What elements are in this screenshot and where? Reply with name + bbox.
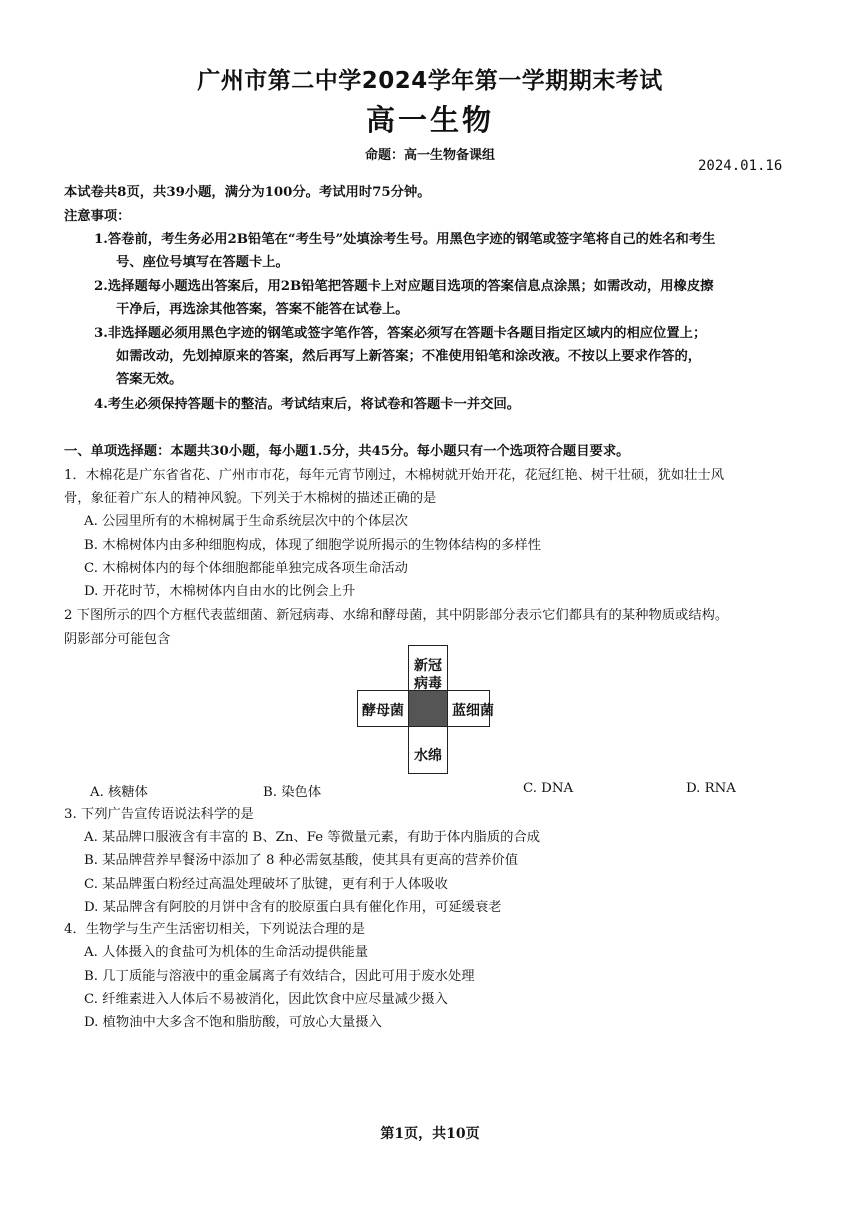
exam-author: 命题：高一生物备课组 (364, 148, 495, 163)
page-number: 第1页，共10页 (380, 1126, 480, 1142)
q3-option-b: B. 某品牌营养早餐汤中添加了 8 种必需氨基酸，使其具有更高的营养价值 (84, 853, 519, 868)
q4-option-a: A. 人体摄入的食盐可为机体的生命活动提供能量 (84, 945, 368, 960)
note-1-line-2: 号、座位号填写在答题卡上。 (116, 255, 289, 270)
q3-option-d: D. 某品牌含有阿胶的月饼中含有的胶原蛋白具有催化作用，可延缓衰老 (84, 900, 502, 915)
q2-stem-line-1: 2 下图所示的四个方框代表蓝细菌、新冠病毒、水绵和酵母菌，其中阴影部分表示它们都具有的某种物质或结构。 (64, 608, 729, 623)
exam-date: 2024.01.16 (698, 158, 783, 174)
exam-subject: 高一生物 (365, 103, 494, 137)
q2-option-c: C. DNA (523, 781, 574, 796)
diagram-label-top-1: 新冠 (414, 658, 442, 674)
exam-summary: 本试卷共8页，共39小题，满分为100分。考试用时75分钟。 (64, 185, 431, 200)
exam-title: 广州市第二中学2024学年第一学期期末考试 (197, 68, 663, 94)
q1-option-d: D. 开花时节，木棉树体内自由水的比例会上升 (84, 584, 356, 599)
q2-option-b: B. 染色体 (263, 785, 322, 800)
note-3-line-1: 3.非选择题必须用黑色字迹的钢笔或签字笔作答，答案必须写在答题卡各题目指定区域内的相应位置上； (94, 326, 707, 341)
q4-option-c: C. 纤维素进入人体后不易被消化，因此饮食中应尽量减少摄入 (84, 992, 448, 1007)
q1-stem-line-1: 1．木棉花是广东省省花、广州市市花，每年元宵节刚过，木棉树就开始开花，花冠红艳、树干壮硕，犹如壮士风 (64, 468, 725, 483)
q3-stem: 3. 下列广告宣传语说法科学的是 (64, 807, 254, 822)
diagram-label-bottom: 水绵 (414, 748, 442, 764)
diagram-label-right: 蓝细菌 (452, 703, 494, 719)
diagram-label-top-2: 病毒 (414, 676, 442, 692)
note-2-line-2: 干净后，再选涂其他答案，答案不能答在试卷上。 (116, 302, 409, 317)
q4-option-d: D. 植物油中大多含不饱和脂肪酸，可放心大量摄入 (84, 1015, 382, 1030)
note-2-line-1: 2.选择题每小题选出答案后，用2B铅笔把答题卡上对应题目选项的答案信息点涂黑；如需改动，用橡皮擦 (94, 279, 714, 294)
q4-option-b: B. 几丁质能与溶液中的重金属离子有效结合，因此可用于废水处理 (84, 969, 475, 984)
notes-title: 注意事项： (64, 209, 131, 224)
note-1-line-1: 1.答卷前，考生务必用2B铅笔在“考生号”处填涂考生号。用黑色字迹的钢笔或签字笔将自己的姓名和考生 (94, 232, 716, 247)
q2-option-a: A. 核糖体 (90, 785, 148, 800)
q3-option-c: C. 某品牌蛋白粉经过高温处理破坏了肽键，更有利于人体吸收 (84, 877, 448, 892)
q2-stem-line-2: 阴影部分可能包含 (64, 632, 171, 647)
note-3-line-2: 如需改动，先划掉原来的答案，然后再写上新答案；不准使用铅笔和涂改液。不按以上要求作答的， (116, 349, 702, 364)
q2-option-d: D. RNA (686, 781, 736, 796)
note-3-line-3: 答案无效。 (116, 372, 183, 387)
diagram-label-left: 酵母菌 (362, 703, 404, 719)
q3-option-a: A. 某品牌口服液含有丰富的 B、Zn、Fe 等微量元素，有助于体内脂质的合成 (84, 830, 541, 845)
q1-option-c: C. 木棉树体内的每个体细胞都能单独完成各项生命活动 (84, 561, 408, 576)
q1-option-a: A. 公园里所有的木棉树属于生命系统层次中的个体层次 (84, 514, 408, 529)
note-4: 4.考生必须保持答题卡的整洁。考试结束后，将试卷和答题卡一并交回。 (94, 397, 521, 412)
section-1-heading: 一、单项选择题：本题共30小题，每小题1.5分，共45分。每小题只有一个选项符合题目要求。 (64, 444, 630, 459)
q1-option-b: B. 木棉树体内由多种细胞构成，体现了细胞学说所揭示的生物体结构的多样性 (84, 538, 542, 553)
diagram-shaded-overlap (409, 691, 447, 726)
q1-stem-line-2: 骨，象征着广东人的精神风貌。下列关于木棉树的描述正确的是 (64, 491, 437, 506)
q4-stem: 4．生物学与生产生活密切相关，下列说法合理的是 (64, 922, 365, 937)
